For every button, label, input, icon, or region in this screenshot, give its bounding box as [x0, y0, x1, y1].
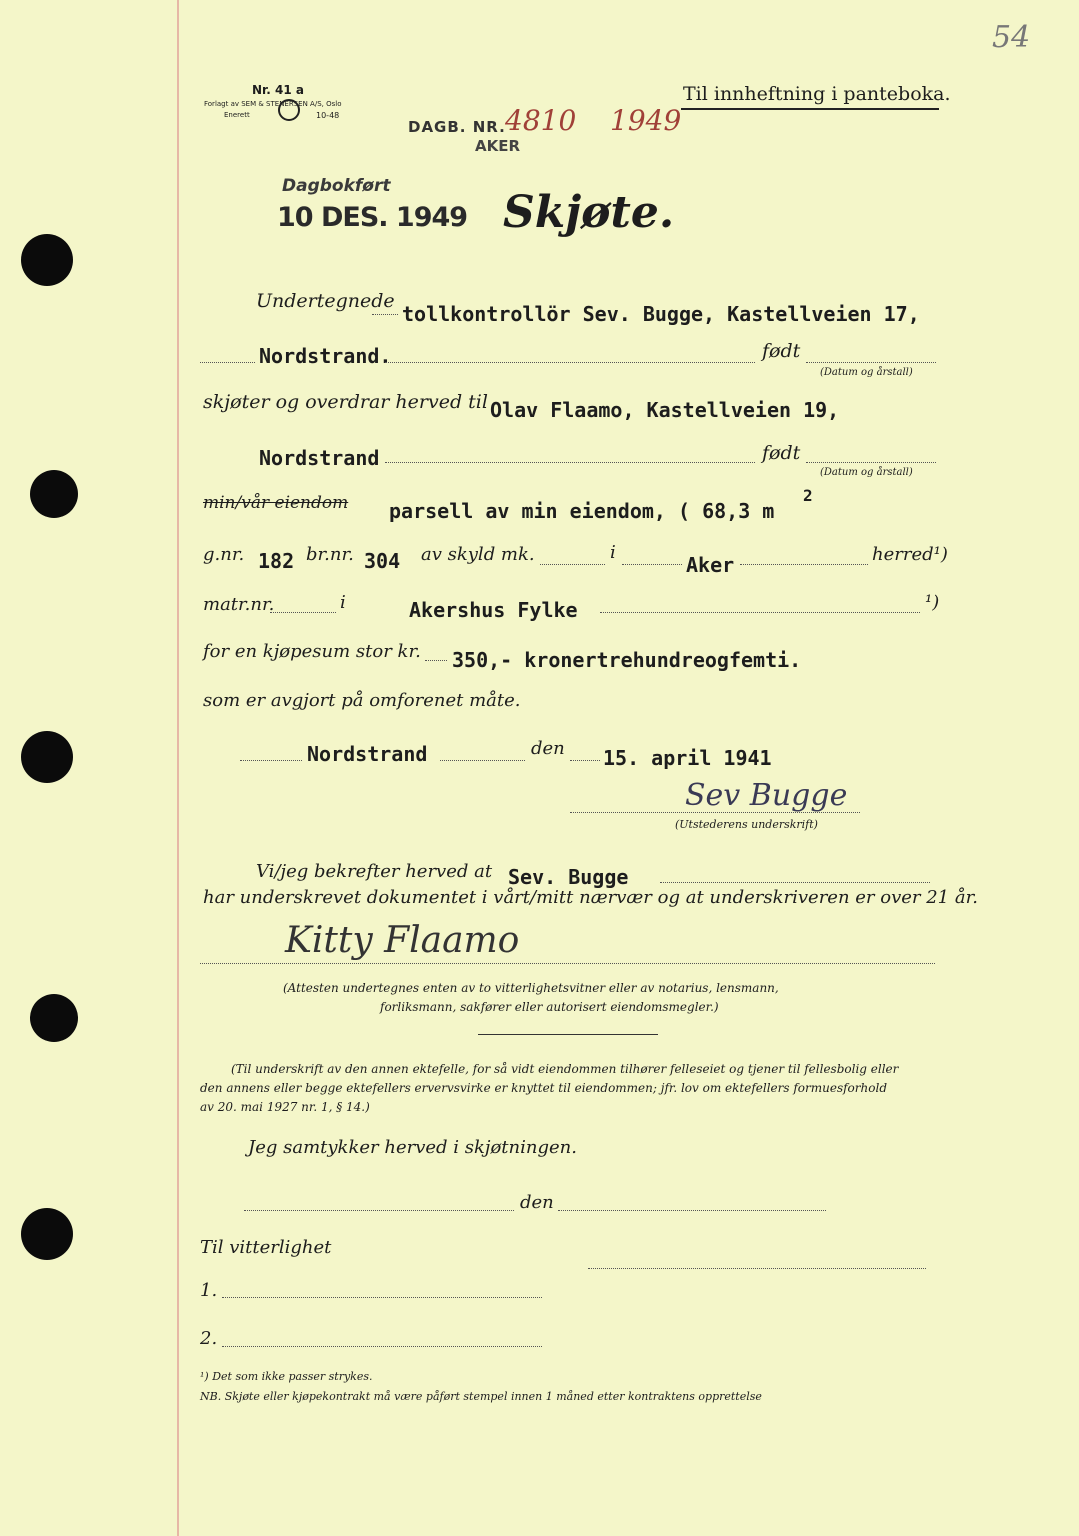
spouse-note3: av 20. mai 1927 nr. 1, § 14.) [200, 1100, 370, 1114]
i-label: i [610, 542, 616, 563]
dotted-line [385, 362, 755, 363]
punch-hole [21, 1208, 73, 1260]
den-label: den [531, 738, 565, 759]
property-superscript: 2 [803, 486, 813, 505]
skjoter-label: skjøter og overdrar herved til [203, 391, 488, 413]
dotted-line [372, 314, 398, 315]
fylke-note-mark: ¹) [925, 592, 940, 613]
seller-signature: Sev Bugge [685, 778, 848, 813]
spouse-note2: den annens eller begge ektefellers ervervsvirke er knyttet til eiendommen; jfr. lov om ektefellers formuesforhold [200, 1081, 887, 1095]
dotted-line [222, 1346, 542, 1347]
til-vitterlighet: Til vitterlighet [200, 1237, 332, 1258]
witness-2-number: 2. [200, 1328, 218, 1349]
punch-hole [21, 731, 73, 783]
spouse-note1: (Til underskrift av den annen ektefelle, for så vidt eiendommen tilhører felleseiet og tjener til fellesbolig eller [231, 1062, 899, 1076]
dotted-line [440, 760, 525, 761]
kjopesum-label: for en kjøpesum stor kr. [203, 641, 421, 662]
seller-name: tollkontrollör Sev. Bugge, Kastellveien 17, [402, 302, 920, 326]
signature-hint: (Utstederens underskrift) [675, 818, 818, 831]
margin-line [177, 0, 179, 1536]
dagb-place: AKER [475, 137, 521, 155]
publisher-line: Forlagt av SEM & STENERSEN A/S, Oslo [204, 100, 342, 108]
dotted-line [570, 812, 860, 813]
form-number: Nr. 41 a [252, 83, 304, 97]
dotted-line [200, 963, 935, 964]
dagb-year: 1949 [610, 104, 682, 137]
date-value: 15. april 1941 [603, 746, 772, 770]
dotted-line [600, 612, 920, 613]
dotted-line [425, 660, 447, 661]
matr-label: matr.nr. [203, 594, 275, 615]
publisher-code: 10-48 [316, 111, 340, 120]
brnr-label: br.nr. [306, 544, 354, 565]
publisher-enerett: Enerett [224, 111, 250, 119]
property-description: parsell av min eiendom, ( 68,3 m [389, 499, 775, 523]
datum-hint-2: (Datum og årstall) [820, 467, 913, 478]
witness-note2: forliksmann, sakfører eller autorisert eiendomsmegler.) [380, 1000, 719, 1014]
witness-intro: Vi/jeg bekrefter herved at [256, 861, 493, 882]
dagbokfort-stamp-date: 10 DES. 1949 [277, 202, 468, 233]
buyer-place: Nordstrand [259, 446, 380, 470]
instruction-underline [681, 108, 939, 110]
dotted-line [540, 564, 605, 565]
section-divider [478, 1034, 658, 1035]
dagb-number: 4810 [505, 104, 577, 137]
avgjort-text: som er avgjort på omforenet måte. [203, 690, 521, 711]
fodt-label-2: født [762, 442, 801, 464]
undertegnede-label: Undertegnede [256, 290, 395, 312]
price-value: 350,- kronertrehundreogfemti. [452, 648, 802, 672]
dotted-line [588, 1268, 926, 1269]
document-title: Skjøte. [503, 187, 675, 238]
witness-note1: (Attesten undertegnes enten av to vitterlighetsvitner eller av notarius, lensmann, [283, 981, 779, 995]
consent-text: Jeg samtykker herved i skjøtningen. [248, 1137, 577, 1158]
dotted-line [385, 462, 755, 463]
brnr-value: 304 [364, 549, 401, 573]
dotted-line [740, 564, 868, 565]
dotted-line [222, 1297, 542, 1298]
witness-line2: har underskrevet dokumentet i vårt/mitt nærvær og at underskriveren er over 21 år. [203, 887, 978, 908]
datum-hint: (Datum og årstall) [820, 367, 913, 378]
dagb-label: DAGB. NR. [408, 118, 506, 136]
i-label-2: i [340, 592, 346, 613]
witness-signature: Kitty Flaamo [285, 920, 520, 961]
spouse-den-label: den [520, 1192, 554, 1213]
place-value: Nordstrand [307, 742, 428, 766]
footnote-nb: NB. Skjøte eller kjøpekontrakt må være påført stempel innen 1 måned etter kontraktens opprettelse [200, 1390, 762, 1403]
skyld-label: av skyld mk. [421, 544, 535, 565]
gnr-label: g.nr. [203, 544, 245, 565]
publisher-logo-icon [278, 99, 300, 121]
dotted-line [244, 1210, 514, 1211]
instruction-heading: Til innheftning i panteboka. [683, 83, 951, 105]
dotted-line [270, 612, 336, 613]
footnote-1: ¹) Det som ikke passer strykes. [200, 1370, 373, 1383]
dotted-line [240, 760, 302, 761]
buyer-name: Olav Flaamo, Kastellveien 19, [490, 398, 840, 422]
dagbokfort-stamp-title: Dagbokført [282, 176, 391, 196]
page-number: 54 [992, 20, 1031, 55]
dotted-line [200, 362, 255, 363]
punch-hole [30, 994, 78, 1042]
dotted-line [558, 1210, 826, 1211]
gnr-value: 182 [258, 549, 295, 573]
seller-place: Nordstrand. [259, 344, 392, 368]
dotted-line [622, 564, 682, 565]
dotted-line [806, 462, 936, 463]
dotted-line [570, 760, 600, 761]
herred-label: herred¹) [872, 544, 948, 565]
eiendom-label: min/vår eiendom [203, 493, 349, 513]
witness-1-number: 1. [200, 1280, 218, 1301]
fodt-label: født [762, 340, 801, 362]
punch-hole [21, 234, 73, 286]
witness-signer: Sev. Bugge [508, 865, 629, 889]
punch-hole [30, 470, 78, 518]
herred-value: Aker [686, 553, 735, 577]
dotted-line [806, 362, 936, 363]
dotted-line [660, 882, 930, 883]
fylke-value: Akershus Fylke [409, 598, 578, 622]
